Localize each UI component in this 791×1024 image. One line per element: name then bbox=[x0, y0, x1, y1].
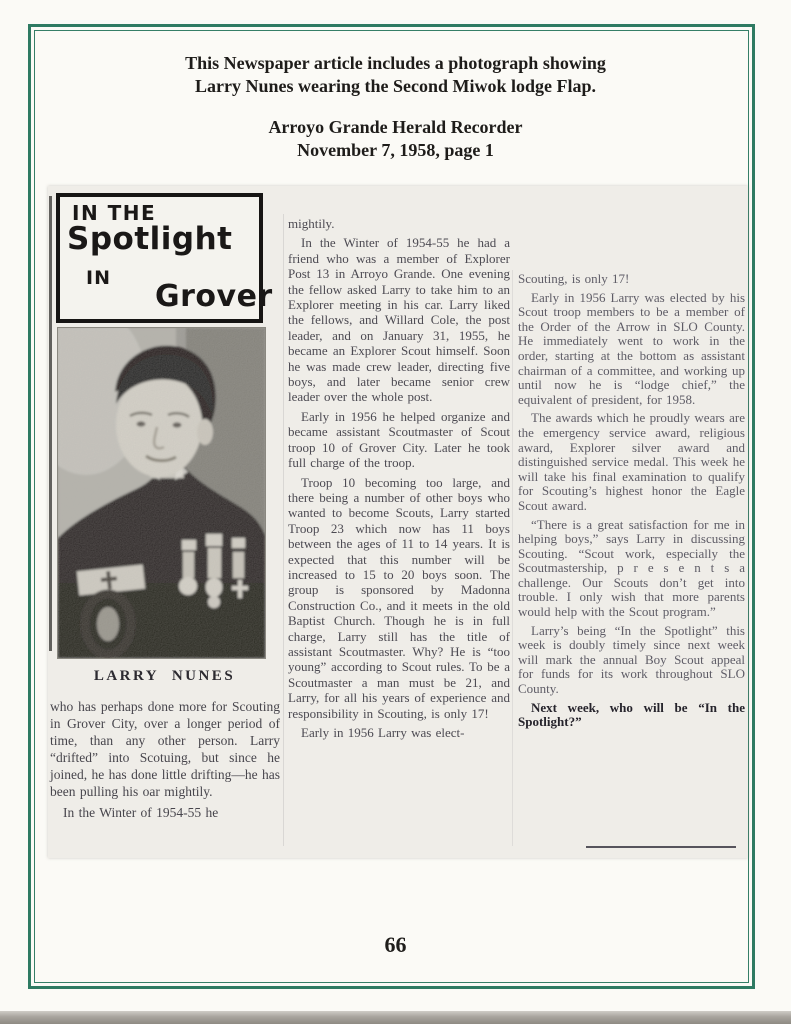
article-paragraph: mightily. bbox=[288, 216, 335, 231]
larry-nunes-portrait-photo bbox=[58, 328, 265, 658]
article-end-rule bbox=[586, 846, 736, 848]
newspaper-clipping bbox=[48, 186, 748, 858]
photo-caption: LARRY NUNES bbox=[93, 668, 236, 684]
page-number: 66 bbox=[384, 932, 407, 957]
article-column-1 bbox=[50, 698, 280, 825]
clipping-left-edge bbox=[49, 196, 52, 651]
article-column-2 bbox=[288, 216, 510, 744]
article-paragraph: Scouting, is only 17! bbox=[518, 271, 630, 286]
article-paragraph: The awards which he proudly wears are the emergency service award, religious award, Explorer silver award and distinguished service medal. This week he will take his final examination to qualify for Scouting’s highest honor the Eagle Scout award. bbox=[518, 410, 745, 513]
source-name: Arroyo Grande Herald Recorder bbox=[268, 117, 523, 137]
article-paragraph: Larry’s being “In the Spotlight” this week is doubly timely since next week will mark the annual Boy Scout appeal for funds for its work throughout SLO County. bbox=[518, 622, 745, 697]
source-citation bbox=[0, 116, 791, 162]
article-paragraph: Early in 1956 he helped organize and became assistant Scoutmaster of Scout troop 10 of Grover City. Later he took full charge of the troop. bbox=[288, 408, 510, 471]
article-paragraph: In the Winter of 1954-55 he bbox=[63, 805, 219, 820]
article-paragraph: Troop 10 becoming too large, and there being a number of other boys who wanted to become Scouts, Larry started Troop 23 which now has 11 boys between the ages of 11 to 14 years. It is expected that this number will be increased to 15 to 20 boys soon. The group is sponsored by Madonna Construction Co., and it meets in the old Baptist Church. Though he is in full charge, Larry still has the title of assistant Scoutmaster. Why? He is “too young” according to Scout rules. To be a Scoutmaster a man must be 21, and Larry, for all his years of experience and responsibility in Scouting, is only 17! bbox=[288, 474, 510, 721]
headline-box bbox=[56, 193, 273, 323]
column-separator-1 bbox=[283, 214, 284, 846]
article-column-3 bbox=[518, 272, 745, 734]
article-paragraph: “There is a great satisfaction for me in helping boys,” says Larry in discussing Scouting. “Scout work, especially the Scoutmastership, p r e s e n t s a challenge. Our Scouts don’t get into trouble. I only wish that more parents would help with the Scout program.” bbox=[518, 516, 745, 620]
article-paragraph: who has perhaps done more for Scouting in Grover City, over a longer period of time, than any other person. Larry “drifted” into Scotuing, but since he joined, he has done little drifting—he has been pulling his oar mightily. bbox=[50, 699, 280, 799]
article-paragraph: Early in 1956 Larry was elect- bbox=[301, 725, 465, 740]
title-line-1: This Newspaper article includes a photograph showing bbox=[185, 53, 606, 73]
column-separator-2 bbox=[512, 270, 513, 846]
page-title bbox=[0, 52, 791, 98]
headline-spotlight: Spotlight bbox=[67, 221, 233, 257]
scan-bottom-edge bbox=[0, 1011, 791, 1024]
headline-in: IN bbox=[86, 267, 111, 289]
headline-in-the: IN THE bbox=[72, 201, 157, 225]
article-paragraph: In the Winter of 1954-55 he had a friend who was a member of Explorer Post 13 in Arroyo Grande. One evening the fellow asked Larry to take him to an Explorer meeting in his car. Larry liked the fellows, and Willard Cole, the post leader, and on January 31, 1955, he became an Explorer Scout himself. Soon he was made crew leader, directing five boys, and later became senior crew leader over the whole post. bbox=[288, 235, 510, 405]
article-paragraph: Early in 1956 Larry was elected by his Scout troop members to be a member of the Order of the Arrow in SLO County. He immediately went to work in the order, starting at the bottom as assistant chairman of a committee, and working up until now he is “lodge chief,” the equivalent of president, for 1958. bbox=[518, 289, 745, 407]
title-line-2: Larry Nunes wearing the Second Miwok lodge Flap. bbox=[194, 76, 596, 96]
headline-grover: Grover bbox=[155, 279, 273, 314]
source-date: November 7, 1958, page 1 bbox=[297, 140, 494, 160]
portrait-photo-art bbox=[58, 328, 265, 658]
article-paragraph: Next week, who will be “In the Spotlight?” bbox=[518, 699, 745, 730]
